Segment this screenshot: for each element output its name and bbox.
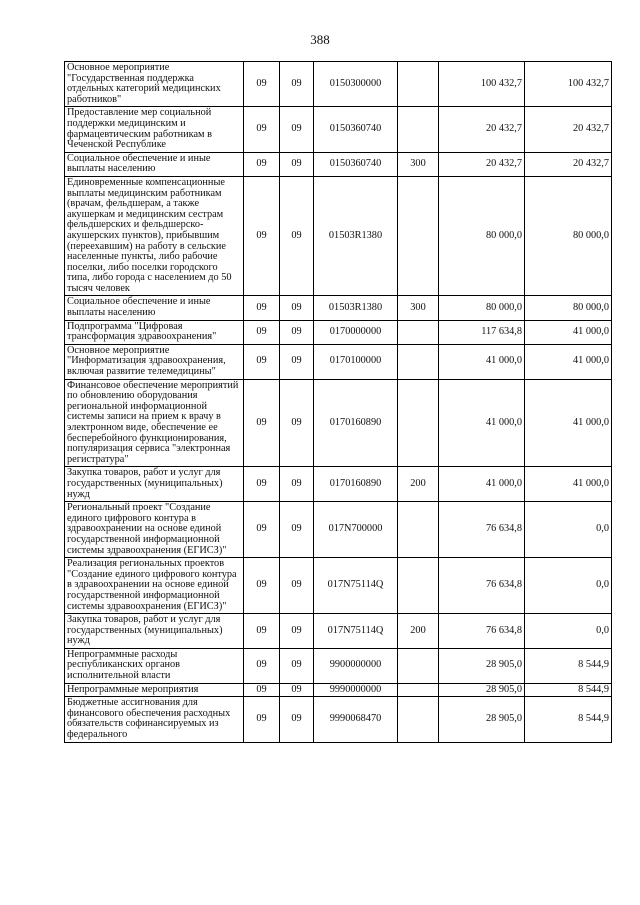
budget-table [64,61,612,743]
row-name: Основное мероприятие "Государственная поддержка отдельных категорий медицинских работников" [65,62,244,107]
table-row [65,697,612,742]
row-sum2: 100 432,7 [525,62,612,107]
row-sum1: 20 432,7 [439,107,525,152]
row-sum2: 41 000,0 [525,344,612,379]
row-csr: 017N75114Q [314,614,398,649]
table-row [65,107,612,152]
row-pr: 09 [280,379,314,467]
table-row [65,379,612,467]
row-name: Закупка товаров, работ и услуг для государственных (муниципальных) нужд [65,467,244,502]
row-name: Финансовое обеспечение мероприятий по обновлению оборудования региональной информационной системы записи на прием к врачу в электронном виде, обеспечение ее бесперебойного функционирования, популяризация сервиса "электронная регистратура" [65,379,244,467]
table-row [65,62,612,107]
row-sum1: 76 634,8 [439,558,525,614]
row-rz: 09 [244,467,280,502]
table-row [65,152,612,176]
row-name: Единовременные компенсационные выплаты медицинским работникам (врачам, фельдшерам, а также акушеркам и медицинским сестрам фельдшерских и фельдшерско-акушерских пунктов), прибывшим (переехавшим) на работу в сельские населенные пункты, либо рабочие поселки, либо поселки городского типа, либо города с населением до 50 тысяч человек [65,176,244,296]
row-vr [398,558,439,614]
row-vr: 200 [398,614,439,649]
row-pr: 09 [280,502,314,558]
row-name: Социальное обеспечение и иные выплаты населению [65,296,244,320]
row-pr: 09 [280,683,314,697]
row-csr: 0150360740 [314,152,398,176]
row-csr: 01503R1380 [314,176,398,296]
row-vr [398,379,439,467]
row-rz: 09 [244,502,280,558]
row-csr: 01503R1380 [314,296,398,320]
row-csr: 017N700000 [314,502,398,558]
row-pr: 09 [280,344,314,379]
row-pr: 09 [280,152,314,176]
row-vr [398,697,439,742]
row-sum1: 41 000,0 [439,379,525,467]
row-vr [398,107,439,152]
row-rz: 09 [244,697,280,742]
row-rz: 09 [244,107,280,152]
row-sum1: 80 000,0 [439,176,525,296]
row-csr: 0170160890 [314,467,398,502]
row-vr [398,648,439,683]
row-pr: 09 [280,467,314,502]
row-sum2: 20 432,7 [525,107,612,152]
row-name: Закупка товаров, работ и услуг для государственных (муниципальных) нужд [65,614,244,649]
table-row [65,614,612,649]
row-sum1: 76 634,8 [439,502,525,558]
row-rz: 09 [244,320,280,344]
row-vr [398,62,439,107]
row-sum1: 100 432,7 [439,62,525,107]
table-row [65,558,612,614]
row-name: Непрограммные мероприятия [65,683,244,697]
row-pr: 09 [280,320,314,344]
row-pr: 09 [280,296,314,320]
row-rz: 09 [244,614,280,649]
row-csr: 0170100000 [314,344,398,379]
row-pr: 09 [280,107,314,152]
row-rz: 09 [244,62,280,107]
row-csr: 0170000000 [314,320,398,344]
table-row [65,683,612,697]
row-sum2: 0,0 [525,502,612,558]
row-vr: 300 [398,296,439,320]
row-vr [398,683,439,697]
row-name: Реализация региональных проектов "Создание единого цифрового контура в здравоохранении на основе единой государственной информационной системы здравоохранения (ЕГИСЗ)" [65,558,244,614]
row-pr: 09 [280,176,314,296]
row-csr: 9990068470 [314,697,398,742]
row-name: Подпрограмма "Цифровая трансформация здравоохранения" [65,320,244,344]
row-sum2: 8 544,9 [525,683,612,697]
row-name: Бюджетные ассигнования для финансового обеспечения расходных обязательств софинансируемых из федерального [65,697,244,742]
row-rz: 09 [244,379,280,467]
row-name: Непрограммные расходы республиканских органов исполнительной власти [65,648,244,683]
table-row [65,176,612,296]
row-rz: 09 [244,296,280,320]
row-sum2: 41 000,0 [525,467,612,502]
table-row [65,467,612,502]
row-sum2: 41 000,0 [525,379,612,467]
row-vr [398,176,439,296]
row-sum2: 0,0 [525,614,612,649]
row-vr: 200 [398,467,439,502]
row-sum2: 20 432,7 [525,152,612,176]
row-name: Региональный проект "Создание единого цифрового контура в здравоохранении на основе единой государственной информационной системы здравоохранения (ЕГИСЗ)" [65,502,244,558]
row-sum2: 8 544,9 [525,697,612,742]
row-sum1: 28 905,0 [439,648,525,683]
row-pr: 09 [280,697,314,742]
row-sum1: 117 634,8 [439,320,525,344]
row-csr: 0170160890 [314,379,398,467]
row-csr: 017N75114Q [314,558,398,614]
row-pr: 09 [280,648,314,683]
row-sum2: 0,0 [525,558,612,614]
row-rz: 09 [244,683,280,697]
row-name: Основное мероприятие "Информатизация здравоохранения, включая развитие телемедицины" [65,344,244,379]
row-vr: 300 [398,152,439,176]
row-csr: 9900000000 [314,648,398,683]
row-rz: 09 [244,152,280,176]
row-csr: 0150300000 [314,62,398,107]
budget-table-body [65,62,612,743]
table-row [65,344,612,379]
row-sum1: 80 000,0 [439,296,525,320]
row-sum1: 20 432,7 [439,152,525,176]
row-vr [398,502,439,558]
row-sum1: 41 000,0 [439,344,525,379]
table-row [65,320,612,344]
row-vr [398,344,439,379]
row-sum2: 80 000,0 [525,176,612,296]
row-name: Социальное обеспечение и иные выплаты населению [65,152,244,176]
row-sum2: 80 000,0 [525,296,612,320]
row-rz: 09 [244,558,280,614]
table-row [65,502,612,558]
row-pr: 09 [280,62,314,107]
page-number: 388 [310,32,330,47]
row-sum1: 76 634,8 [439,614,525,649]
row-rz: 09 [244,344,280,379]
row-sum1: 41 000,0 [439,467,525,502]
row-sum2: 8 544,9 [525,648,612,683]
row-pr: 09 [280,614,314,649]
row-rz: 09 [244,176,280,296]
row-sum2: 41 000,0 [525,320,612,344]
row-csr: 0150360740 [314,107,398,152]
row-csr: 9990000000 [314,683,398,697]
table-row [65,648,612,683]
row-name: Предоставление мер социальной поддержки медицинским и фармацевтическим работникам в Чеченской Республике [65,107,244,152]
row-sum1: 28 905,0 [439,697,525,742]
row-vr [398,320,439,344]
row-sum1: 28 905,0 [439,683,525,697]
row-pr: 09 [280,558,314,614]
row-rz: 09 [244,648,280,683]
table-row [65,296,612,320]
